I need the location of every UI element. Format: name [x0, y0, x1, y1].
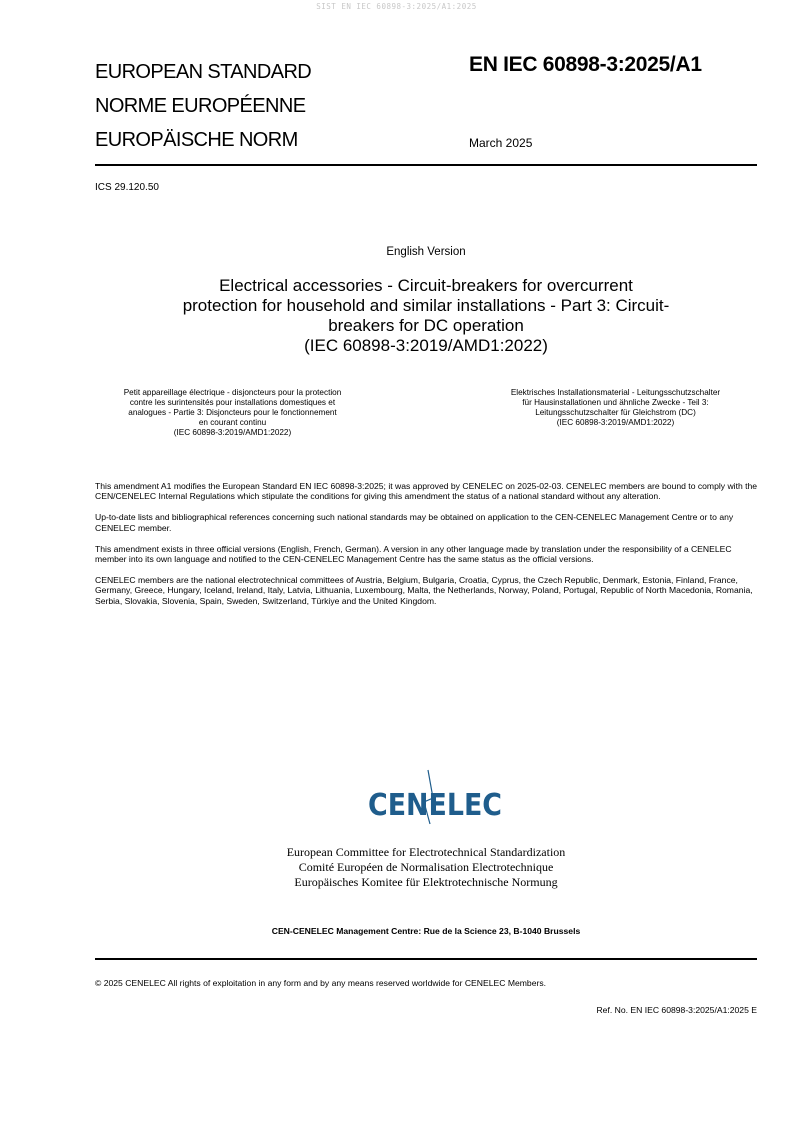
paragraph-references: Up-to-date lists and bibliographical references concerning such national standards may be obtained on application to the CEN-CENELEC Management Centre or to any CENELEC member.: [95, 512, 734, 533]
paragraph-members: CENELEC members are the national electrotechnical committees of Austria, Belgium, Bulgaria, Croatia, Cyprus, the Czech Republic, Denmark, Estonia, Finland, France, Germany, Greece, Hungary, Iceland, Ireland, Italy, Latvia, Lithuania, Luxembourg, Malta, the Netherlands, Norway, Poland, Portugal, Republic of North Macedonia, Romania, Serbia, Slovakia, Slovenia, Spain, Sweden, Switzerland, Türkiye and the United Kingdom.: [95, 575, 753, 606]
title-line: breakers for DC operation: [328, 316, 524, 335]
standard-name-en: EUROPEAN STANDARD: [95, 61, 312, 83]
title-fr-line: (IEC 60898-3:2019/AMD1:2022): [173, 428, 292, 437]
title-de-line: (IEC 60898-3:2019/AMD1:2022): [556, 418, 675, 427]
title-line: (IEC 60898-3:2019/AMD1:2022): [304, 336, 548, 355]
document-title: [140, 276, 712, 356]
paragraph-versions: This amendment exists in three official versions (English, French, German). A version in any other language made by translation under the responsibility of a CENELEC member into its own language and notified to the CEN-CENELEC Management Centre has the same status as the official versions.: [95, 543, 732, 565]
title-fr-line: Petit appareillage électrique - disjoncteurs pour la protection: [123, 388, 342, 397]
publication-date: March 2025: [469, 136, 533, 150]
watermark: SIST EN IEC 60898-3:2025/A1:2025: [316, 2, 477, 11]
language-version: English Version: [386, 246, 466, 258]
body-text: [95, 481, 763, 617]
committee-names: [95, 845, 757, 890]
title-fr-line: analogues - Partie 3: Disjoncteurs pour le fonctionnement: [128, 408, 337, 417]
management-centre-address: CEN-CENELEC Management Centre: Rue de la Science 23, B-1040 Brussels: [271, 926, 581, 936]
bottom-divider: [95, 958, 757, 960]
title-fr-line: en courant continu: [198, 418, 267, 427]
cenelec-logo-text: CENELEC: [368, 788, 502, 823]
title-french: [90, 388, 375, 438]
standard-number: EN IEC 60898-3:2025/A1: [469, 53, 702, 76]
committee-name-de: Europäisches Komitee für Elektrotechnische Normung: [294, 875, 558, 889]
top-divider: [95, 164, 757, 166]
copyright-notice: © 2025 CENELEC All rights of exploitation in any form and by any means reserved worldwide for CENELEC Members.: [95, 978, 547, 988]
title-de-line: Leitungsschutzschalter für Gleichstrom (DC): [535, 408, 696, 417]
paragraph-approval: This amendment A1 modifies the European Standard EN IEC 60898-3:2025; it was approved by CENELEC on 2025-02-03. CENELEC members are bound to comply with the CEN/CENELEC Internal Regulations which stipulate the conditions for giving this amendment the status of a national standard without any alteration.: [95, 481, 758, 502]
ics-code: ICS 29.120.50: [95, 182, 159, 193]
standard-name-fr: NORME EUROPÉENNE: [95, 95, 306, 117]
title-fr-line: contre les surintensités pour installations domestiques et: [129, 398, 336, 407]
standard-names: [95, 55, 311, 157]
title-de-line: Elektrisches Installationsmaterial - Leitungsschutzschalter: [510, 388, 721, 397]
reference-number: Ref. No. EN IEC 60898-3:2025/A1:2025 E: [596, 1005, 757, 1015]
title-line: Electrical accessories - Circuit-breakers for overcurrent: [219, 276, 633, 295]
cenelec-logo: [360, 768, 510, 826]
title-german: [468, 388, 763, 428]
standard-name-de: EUROPÄISCHE NORM: [95, 129, 298, 151]
committee-name-fr: Comité Européen de Normalisation Electrotechnique: [298, 860, 554, 874]
title-line: protection for household and similar installations - Part 3: Circuit-: [182, 296, 670, 315]
committee-name-en: European Committee for Electrotechnical Standardization: [286, 845, 566, 859]
title-de-line: für Hausinstallationen und ähnliche Zwecke - Teil 3:: [522, 398, 709, 407]
